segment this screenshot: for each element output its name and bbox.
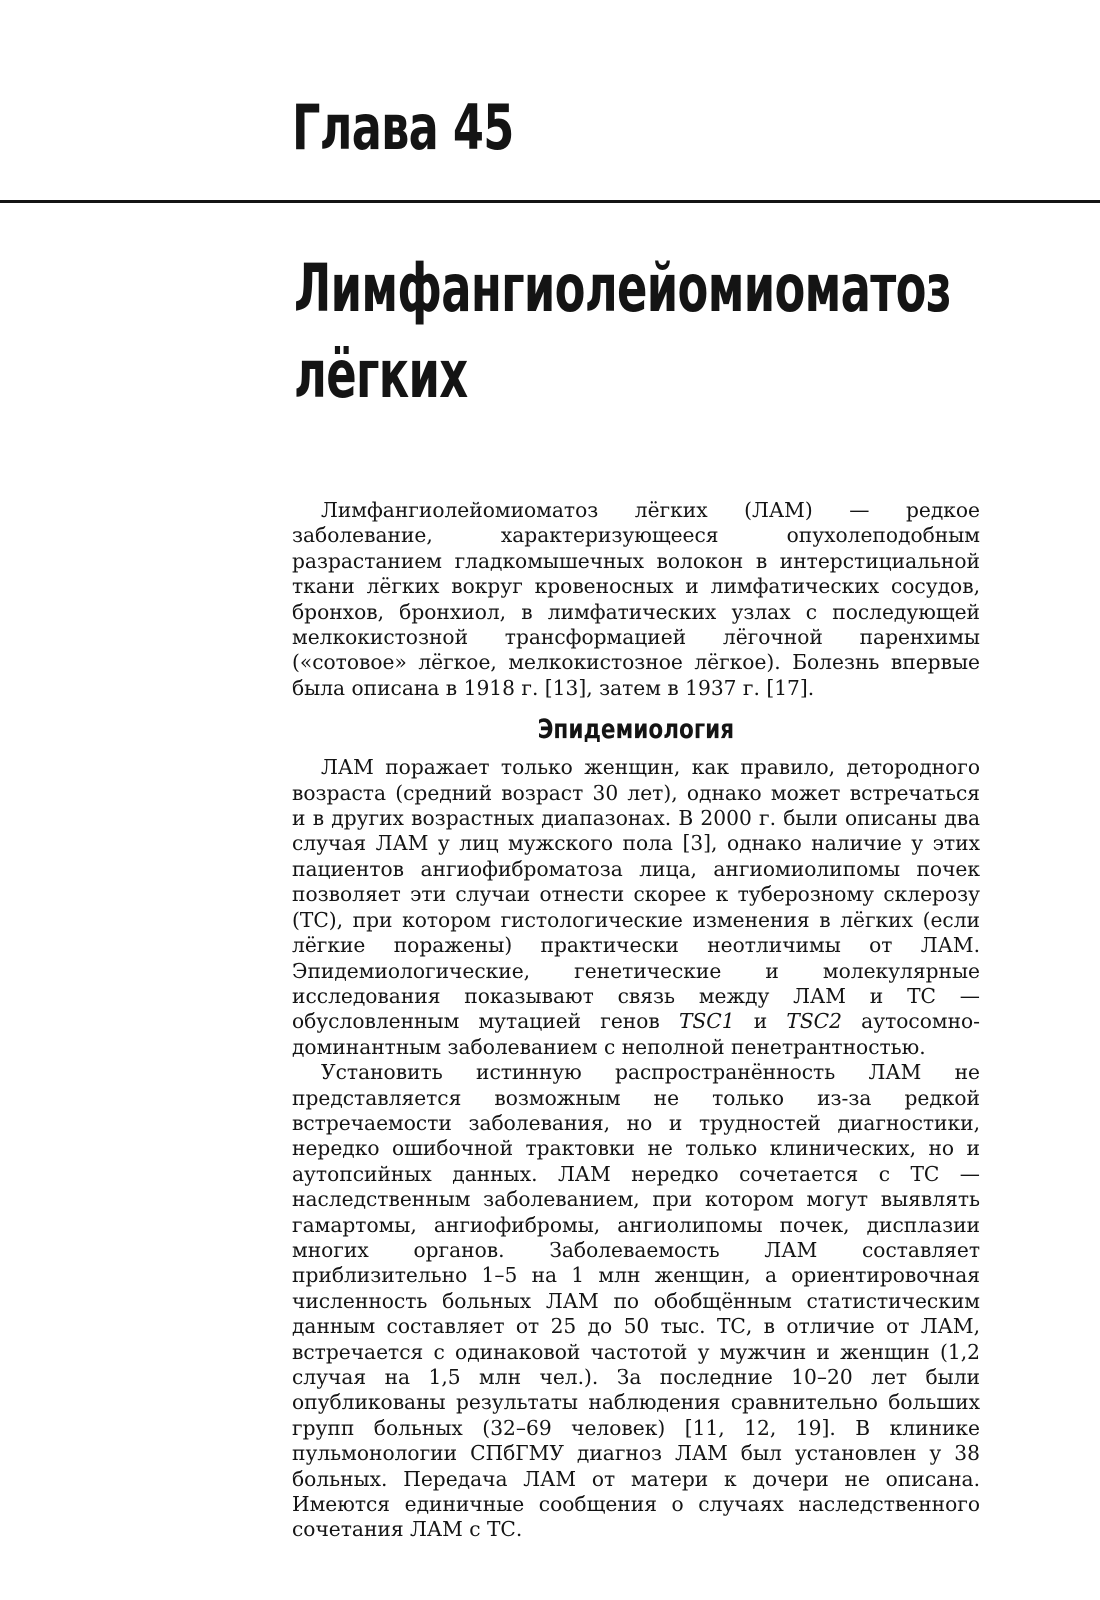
chapter-divider — [0, 200, 1100, 203]
paragraph-text: и — [734, 1009, 787, 1034]
gene-name-tsc2: TSC2 — [786, 1009, 842, 1034]
section-heading-epidemiology — [292, 713, 980, 747]
chapter-title — [294, 246, 951, 418]
chapter-label: Глава 45 — [292, 91, 514, 164]
paragraph-text: аутосомно-доминантным заболеванием с неполной пенетрантностью. — [292, 1009, 980, 1059]
epidemiology-paragraph-2: Установить истинную распространённость ЛАМ не представляется возможным не только из-за редкой встречаемости заболевания, но и трудностей диагностики, нередко ошибочной трактовки не только клинических, но и аутопсийных данных. ЛАМ нередко сочетается с ТС — наследственным заболеванием, при котором могут выявлять гамартомы, ангиофибромы, ангиолипомы почек, дисплазии многих органов. Заболеваемость ЛАМ составляет приблизительно 1–5 на 1 млн женщин, а ориентировочная численность больных ЛАМ по обобщённым статистическим данным составляет от 25 до 50 тыс. ТС, в отличие от ЛАМ, встречается с одинаковой частотой у мужчин и женщин (1,2 случая на 1,5 млн чел.). За последние 10–20 лет были опубликованы результаты наблюдения сравнительно больших групп больных (32–69 человек) [11, 12, 19]. В клинике пульмонологии СПбГМУ диагноз ЛАМ был установлен у 38 больных. Передача ЛАМ от матери к дочери не описана. Имеются единичные сообщения о случаях наследственного сочетания ЛАМ с ТС. — [292, 1060, 980, 1542]
intro-paragraph: Лимфангиолейомиоматоз лёгких (ЛАМ) — редкое заболевание, характеризующееся опухолеподобным разрастанием гладкомышечных волокон в интерстициальной ткани лёгких вокруг кровеносных и лимфатических сосудов, бронхов, бронхиол, в лимфатических узлах с последующей мелкокистозной трансформацией лёгочной паренхимы («сотовое» лёгкое, мелкокистозное лёгкое). Болезнь впервые была описана в 1918 г. [13], затем в 1937 г. [17]. — [292, 498, 980, 700]
chapter-title-line-2: лёгких — [294, 336, 468, 413]
chapter-title-line-1: Лимфангиолейомиоматоз — [294, 250, 952, 327]
body-text — [292, 498, 980, 1543]
section-heading-text: Эпидемиология — [537, 714, 735, 746]
epidemiology-paragraph-1 — [292, 755, 980, 1060]
gene-name-tsc1: TSC1 — [678, 1009, 735, 1034]
paragraph-text: ЛАМ поражает только женщин, как правило, детородного возраста (средний возраст 30 лет), однако может встречаться и в других возрастных диапазонах. В 2000 г. были описаны два случая ЛАМ у лиц мужского пола [3], однако наличие у этих пациентов ангиофиброматоза лица, ангиомиолипомы почек позволяет эти случаи отнести скорее к туберозному склерозу (ТС), при котором гистологические изменения в лёгких (если лёгкие поражены) практически неотличимы от ЛАМ. Эпидемиологические, генетические и молекулярные исследования показывают связь между ЛАМ и ТС — обусловленным мутацией генов — [292, 755, 980, 1034]
